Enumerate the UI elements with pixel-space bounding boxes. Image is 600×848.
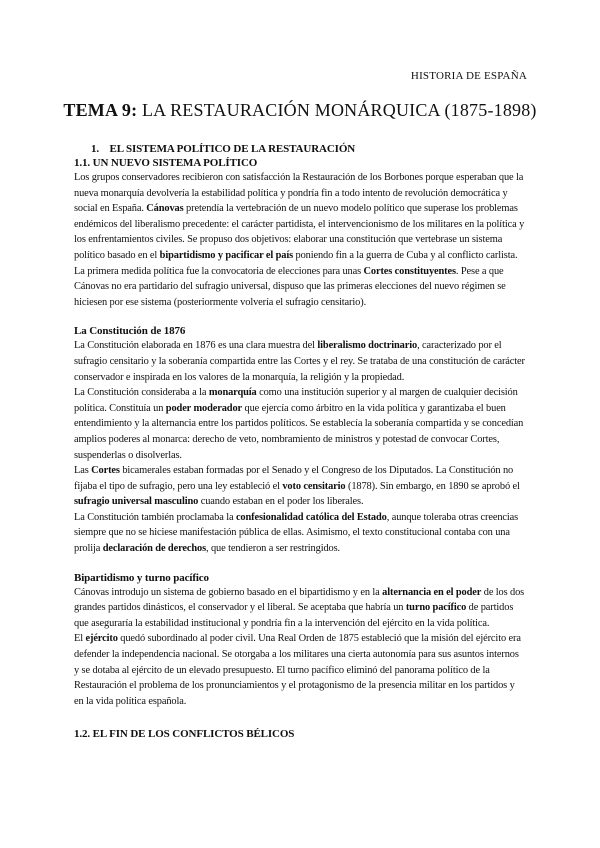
text-run: Cánovas introdujo un sistema de gobierno basado en el bipartidismo y en la <box>74 586 383 598</box>
bold-term: ejército <box>85 633 118 645</box>
bold-term: Cortes <box>91 465 120 477</box>
text-run: El <box>74 633 86 645</box>
paragraph <box>74 264 526 311</box>
text-run: poniendo fin a la guerra de Cuba y al conflicto carlista. <box>293 249 518 261</box>
subsection-heading: 1.2. EL FIN DE LOS CONFLICTOS BÉLICOS <box>74 728 295 741</box>
title-text: LA RESTAURACIÓN MONÁRQUICA (1875-1898) <box>137 100 537 120</box>
text-run: (1878). Sin embargo, en 1890 se aprobó el <box>345 480 520 492</box>
subsection-heading: 1.1. UN NUEVO SISTEMA POLÍTICO <box>74 157 258 169</box>
bold-term: confesionalidad católica del Estado <box>235 511 387 523</box>
bold-term: sufragio universal masculino <box>74 496 199 508</box>
paragraph <box>74 463 526 510</box>
text-run: , que tendieron a ser restringidos. <box>206 543 341 555</box>
text-run: . Pese a que Cánovas no era partidario del sufragio universal, dispuso que las primeras elecciones del nuevo régimen se hiciesen por ese sistema (posteriormente volvería el sufragio censitario). <box>74 265 506 308</box>
subsection-heading: Bipartidismo y turno pacífico <box>74 571 209 584</box>
text-run: cuando estaban en el poder los liberales. <box>198 496 364 508</box>
paragraph <box>74 170 526 264</box>
text-run: de partidos que aseguraría la estabilidad institucional y pondría fin a la intervención del ejército en la vida política. <box>74 602 514 629</box>
bold-term: bipartidismo y pacificar el país <box>159 249 294 261</box>
title-prefix: TEMA 9: <box>63 100 138 120</box>
text-run: La Constitución también proclamaba la <box>74 511 236 523</box>
paragraph <box>74 385 526 463</box>
subsection-heading: La Constitución de 1876 <box>74 325 186 338</box>
text-run: , aunque toleraba otras creencias siempre que no se hiciese manifestación pública de ellas. Asimismo, el texto constitucional contaba con una prolija <box>74 511 519 555</box>
text-run: que ejercía como árbitro en la vida política y garantizaba el buen entendimiento y la alternancia entre los partidos políticos. Se establecía la soberanía compartida y se concedían amplios poderes al monarca: derecho de veto, nombramiento de ministros y potestad de convocar Cortes, suspenderlas o disolverlas. <box>74 402 524 461</box>
bold-term: poder moderador <box>165 402 243 414</box>
bold-term: Cortes constituyentes <box>363 265 456 277</box>
paragraph <box>74 631 526 709</box>
bold-term: turno pacífico <box>405 602 467 614</box>
document-body <box>74 142 526 743</box>
text-run: La Constitución consideraba a la <box>74 387 209 399</box>
text-run: La Constitución elaborada en 1876 es una clara muestra del <box>74 340 318 352</box>
bold-term: alternancia en el poder <box>382 586 482 598</box>
text-run: pretendía la vertebración de un nuevo modelo político que superase los problemas endémicos del liberalismo precedente: el carácter partidista, el intervencionismo de los militares en la política y los enfrentamientos civiles. Se propuso dos objetivos: elaborar una constitución que vertebrase un sistema político basado en el <box>74 203 525 261</box>
text-run: , caracterizado por el sufragio censitario y la soberanía compartida entre las Cortes y el rey. Se trataba de una constitución de carácter conservador e inspirada en los valores de la monarquía, la religión y la propiedad. <box>74 340 525 383</box>
bold-term: monarquía <box>208 387 257 399</box>
bold-term: Cánovas <box>146 203 184 215</box>
paragraph <box>74 585 526 632</box>
text-run: quedó subordinado al poder civil. Una Real Orden de 1875 estableció que la misión del ejército era defender la independencia nacional. Se otorgaba a los militares una cierta autonomía para sus asuntos internos y se dotaba al ejército de un elevado presupuesto. El turno pacífico eliminó del panorama político de la Restauración el problema de los pronunciamientos y el protagonismo de la presencia militar en los partidos y en la vida política española. <box>74 633 521 707</box>
page-title <box>0 100 600 121</box>
text-run: bicamerales estaban formadas por el Senado y el Congreso de los Diputados. La Constitución no fijaba el tipo de sufragio, pero una ley estableció el <box>74 465 514 492</box>
bold-term: liberalismo doctrinario <box>317 340 418 352</box>
text-run: Los grupos conservadores recibieron con satisfacción la Restauración de los Borbones porque esperaban que la nueva monarquía devolvería la estabilidad política y pondría fin a todo intento de revolución democrática y social en España. <box>74 172 524 215</box>
text-run: Las <box>74 465 92 477</box>
text-run: La primera medida política fue la convocatoria de elecciones para unas <box>74 265 364 277</box>
section-heading: 1. EL SISTEMA POLÍTICO DE LA RESTAURACIÓN <box>91 143 356 155</box>
text-run: de los dos grandes partidos dinásticos, el conservador y el liberal. Se aceptaba que habría un <box>74 586 525 614</box>
running-header: HISTORIA DE ESPAÑA <box>410 70 527 82</box>
paragraph <box>74 338 526 385</box>
bold-term: voto censitario <box>282 480 346 492</box>
bold-term: declaración de derechos <box>102 543 207 555</box>
text-run: como una institución superior y al margen de cualquier decisión política. Constituía un <box>74 387 518 414</box>
paragraph <box>74 510 526 557</box>
